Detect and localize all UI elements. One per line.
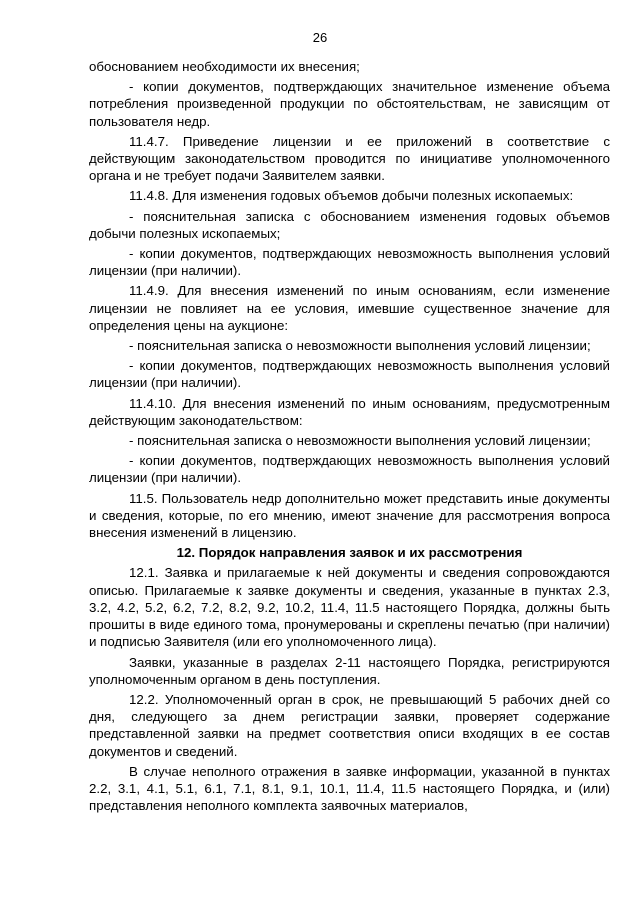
paragraph: 11.4.9. Для внесения изменений по иным основаниям, если изменение лицензии не повлияет на ее условия, имевшие существенное значение для определения цены на аукционе: xyxy=(89,283,610,333)
paragraph: 11.5. Пользователь недр дополнительно может представить иные документы и сведения, которые, по его мнению, имеют значение для рассмотрения вопроса внесения изменений в лицензию. xyxy=(89,490,610,541)
list-item: - пояснительная записка о невозможности выполнения условий лицензии; xyxy=(129,338,591,354)
paragraph: Заявки, указанные в разделах 2-11 настоящего Порядка, регистрируются уполномоченным органом в день поступления. xyxy=(89,654,610,687)
paragraph: 12.2. Уполномоченный орган в срок, не превышающий 5 рабочих дней со дня, следующего за днем регистрации заявки, проверяет содержание представленной заявки на предмет соответствия описи входящих в ее состав документов и сведений. xyxy=(89,691,610,759)
list-item: - пояснительная записка с обоснованием изменения годовых объемов добычи полезных ископаемых; xyxy=(89,208,610,241)
document-body xyxy=(89,58,610,817)
page-number: 26 xyxy=(312,30,328,45)
section-heading: 12. Порядок направления заявок и их рассмотрения xyxy=(176,545,523,561)
paragraph: 11.4.10. Для внесения изменений по иным основаниям, предусмотренным действующим законодательством: xyxy=(89,395,610,428)
paragraph: обоснованием необходимости их внесения; xyxy=(89,59,360,74)
paragraph: В случае неполного отражения в заявке информации, указанной в пунктах 2.2, 3.1, 4.1, 5.1, 6.1, 7.1, 8.1, 9.1, 10.1, 11.4, 11.5 настоящего Порядка, и (или) представления неполного комплекта заявочных материалов, xyxy=(89,763,610,814)
list-item: - копии документов, подтверждающих невозможность выполнения условий лицензии (при наличии). xyxy=(89,246,610,279)
list-item: - пояснительная записка о невозможности выполнения условий лицензии; xyxy=(129,433,591,449)
list-item: - копии документов, подтверждающих значительное изменение объема потребления произведенной продукции по обстоятельствам, не зависящим от пользователя недр. xyxy=(89,79,610,129)
list-item: - копии документов, подтверждающих невозможность выполнения условий лицензии (при наличии). xyxy=(89,453,610,486)
paragraph: 11.4.8. Для изменения годовых объемов добычи полезных ископаемых: xyxy=(129,188,574,204)
paragraph: 12.1. Заявка и прилагаемые к ней документы и сведения сопровождаются описью. Прилагаемые к заявке документы и сведения, указанные в пунктах 2.3, 3.2, 4.2, 5.2, 6.2, 7.2, 8.2, 9.2, 10.2, 11.4, 11.5 настоящего Порядка, должны быть прошиты в виде единого тома, пронумерованы и скреплены печатью (при наличии) и подписью Заявителя (или его уполномоченного лица). xyxy=(89,565,610,650)
list-item: - копии документов, подтверждающих невозможность выполнения условий лицензии (при наличии). xyxy=(89,358,610,391)
paragraph: 11.4.7. Приведение лицензии и ее приложений в соответствие с действующим законодательством проводится по инициативе уполномоченного органа и не требует подачи Заявителем заявки. xyxy=(89,133,610,184)
